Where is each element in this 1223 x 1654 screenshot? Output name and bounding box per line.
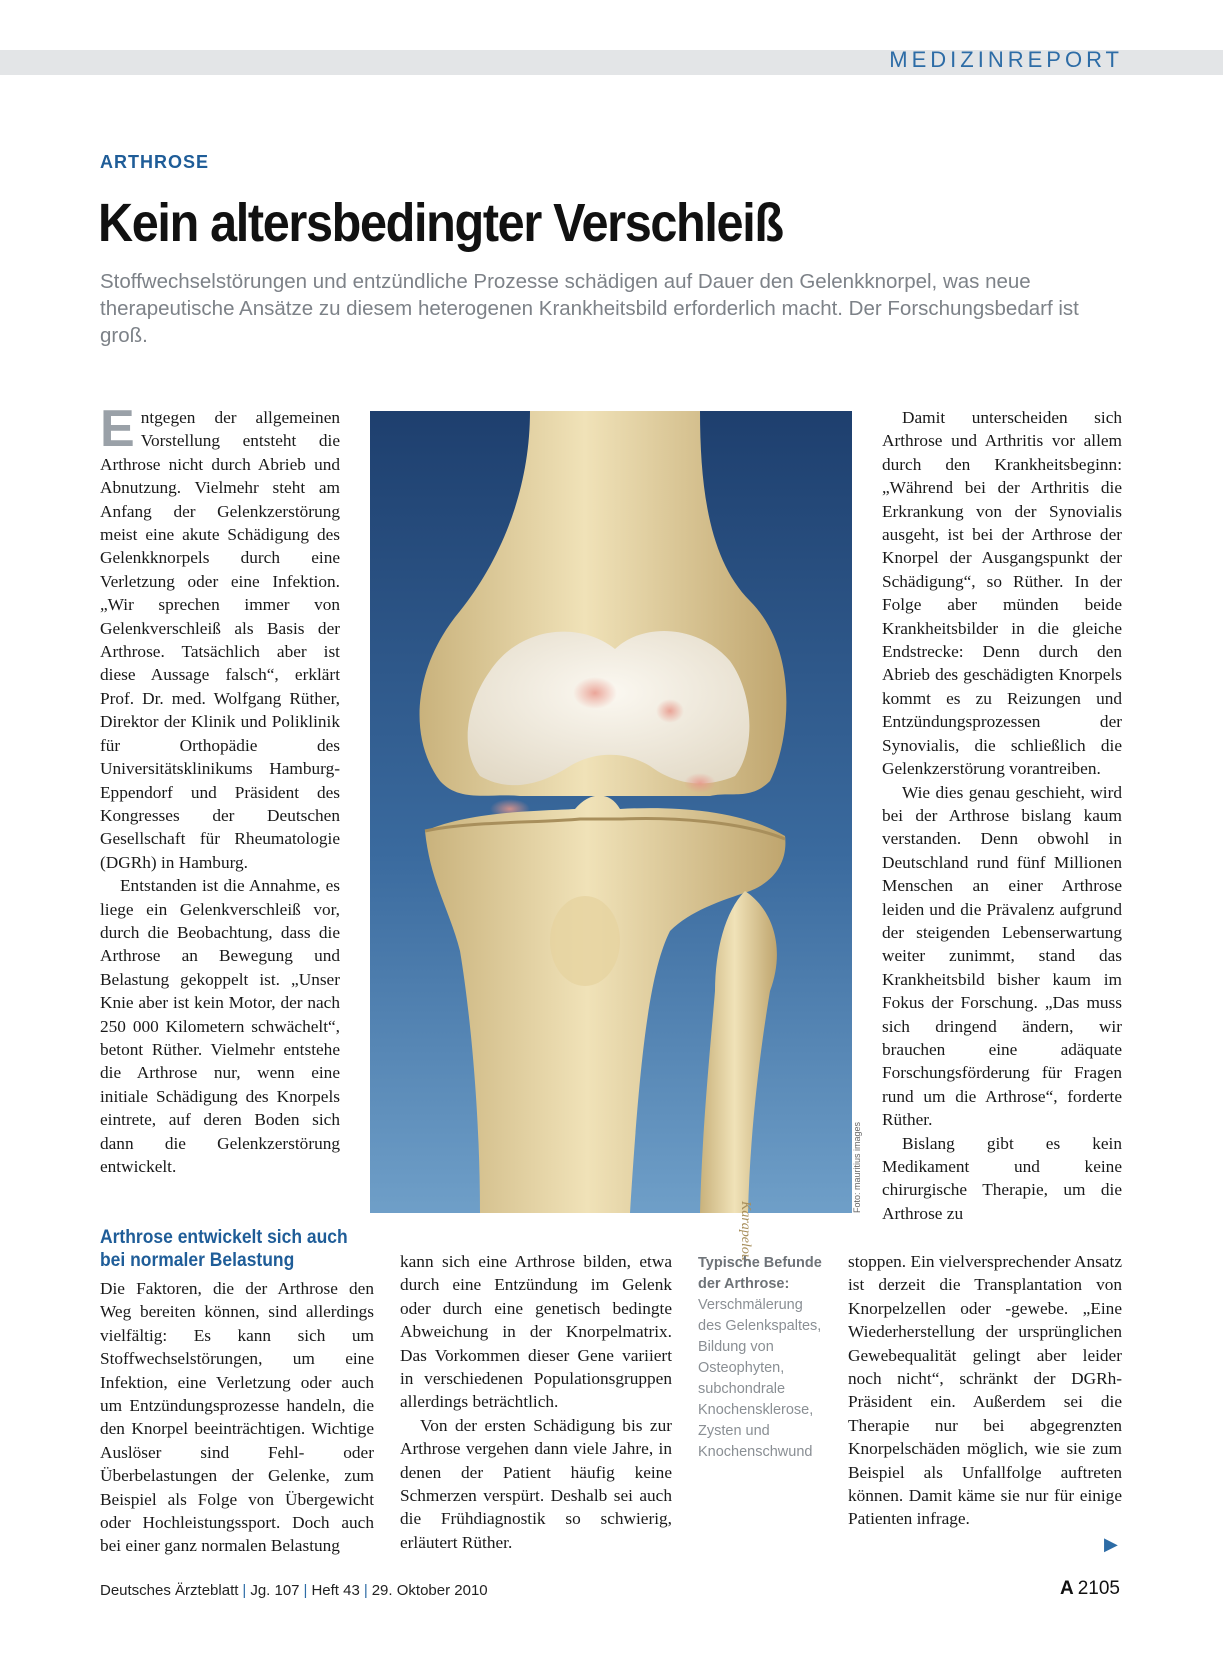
column-1: [100, 400, 340, 1178]
article-subhead: Arthrose entwickelt sich auch bei normaler Belastung: [100, 1227, 348, 1271]
section-label: MEDIZINREPORT: [889, 47, 1123, 72]
issue: Heft 43: [311, 1582, 360, 1599]
volume: Jg. 107: [250, 1582, 300, 1599]
paragraph: Bislang gibt es kein Medikament und keine chirurgische Therapie, um die Arthrose zu: [882, 1133, 1122, 1223]
page-footer: Deutsches Ärzteblatt | Jg. 107 | Heft 43 | 29. Oktober 2010: [100, 1582, 488, 1599]
column-1-lower: [100, 1277, 374, 1558]
column-3-lower: [848, 1250, 1122, 1531]
paragraph: Entgegen der allgemeinen Vorstellung entsteht die Arthrose nicht durch Abrieb und Abnutzung. Vielmehr steht am Anfang der Gelenkzerstörung meist eine akute Schädigung des Gelenkknorpels durch eine Verletzung oder eine Infektion. „Wir sprechen immer von Gelenkverschleiß als Basis der Arthrose. Tatsächlich aber ist diese Aussage falsch“, erklärt Prof. Dr. med. Wolfgang Rüther, Direktor der Klinik und Poliklinik für Orthopädie des Universitätsklinikums Hamburg-Eppendorf und Präsident des Kongresses der Deutschen Gesellschaft für Rheumatologie (DGRh) in Hamburg.: [100, 400, 340, 872]
triangle-right-icon: ▶: [1104, 1534, 1118, 1554]
artist-signature: Karapelou: [738, 1201, 753, 1261]
issue-date: 29. Oktober 2010: [371, 1582, 488, 1599]
caption-text: Verschmälerung des Gelenkspaltes, Bildung von Osteophyten, subchondrale Knochensklerose, Zysten und Knochenschwund: [698, 1297, 822, 1460]
paragraph: Von der ersten Schädigung bis zur Arthrose vergehen dann viele Jahre, in denen der Patient häufig keine Schmerzen verspürt. Deshalb sei auch die Frühdiagnostik so schwierig, erläutert Rüther.: [400, 1415, 672, 1552]
paragraph: Wie dies genau geschieht, wird bei der Arthrose bislang kaum verstanden. Denn obwohl in Deutschland rund fünf Millionen Menschen an einer Arthrose leiden und die Prävalenz aufgrund der steigenden Lebenserwartung weiter zunimmt, stand das Krankheitsbild bisher kaum im Fokus der Forschung. „Das muss sich dringend ändern, wir brauchen eine adäquate Forschungsförderung für Fragen rund um die Arthrose“, forderte Rüther.: [882, 782, 1122, 1130]
page-number: A 2105: [1059, 1578, 1120, 1599]
paragraph: Die Faktoren, die der Arthrose den Weg bereiten können, sind allerdings vielfältig: Es kann sich um Stoffwechselstörungen, um eine Infektion, eine Verletzung oder auch um Entzündungsprozesse handeln, die den Knorpel beeinträchtigen. Wichtige Auslöser sind Fehl- oder Überbelastungen der Gelenke, zum Beispiel als Folge von Übergewicht oder Hochleistungssport. Doch auch bei einer ganz normalen Belastung: [100, 1279, 374, 1556]
photo-credit: Foto: mauritius images: [852, 1121, 862, 1213]
article-lede: Stoffwechselstörungen und entzündliche Prozesse schädigen auf Dauer den Gelenkknorpel, was neue therapeutische Ansätze zu diesem heterogenen Krankheitsbild erforderlich macht. Der Forschungsbedarf ist groß.: [100, 270, 1079, 347]
paragraph: Damit unterscheiden sich Arthrose und Arthritis vor allem durch den Krankheitsbeginn: „Während bei der Arthritis die Erkrankung von der Synovialis ausgeht, ist bei der Arthrose der Knorpel der Ausgangspunkt der Schädigung“, so Rüther. In der Folge aber münden beide Krankheitsbilder in die gleiche Endstrecke: Denn durch den Abrieb des geschädigten Knorpels kommt es zu Reizungen und Entzündungsprozessen der Synovialis, die schließlich die Gelenkzerstörung vorantreiben.: [882, 408, 1122, 779]
paragraph: kann sich eine Arthrose bilden, etwa durch eine Entzündung im Gelenk oder durch eine genetisch bedingte Abweichung in der Knorpelmatrix. Das Vorkommen dieser Gene variiert in verschiedenen Populationsgruppen allerdings beträchtlich.: [400, 1252, 672, 1412]
journal-name: Deutsches Ärzteblatt: [100, 1582, 239, 1599]
article-title: Kein altersbedingter Verschleiß: [98, 193, 783, 253]
article-kicker: ARTHROSE: [100, 152, 210, 172]
caption-title: Typische Befunde der Arthrose:: [698, 1255, 822, 1292]
drop-cap: E: [100, 400, 135, 458]
paragraph: stoppen. Ein vielversprechender Ansatz ist derzeit die Transplantation von Knorpelzellen oder -gewebe. „Eine Wiederherstellung der ursprünglichen Gewebequalität gelingt aber leider noch nicht“, schränkt der DGRh-Präsident ein. Außerdem sei die Therapie nur bei abgegrenzten Knorpelschäden möglich, wie sie zum Beispiel als Unfallfolge auftreten können. Damit käme sie nur für einige Patienten infrage.: [848, 1252, 1122, 1529]
paragraph: Entstanden ist die Annahme, es liege ein Gelenkverschleiß vor, durch die Beobachtung, dass die Arthrose an Bewegung und Belastung gekoppelt ist. „Unser Knie aber ist kein Motor, der nach 250 000 Kilometern schwächelt“, betont Rüther. Vielmehr entstehe die Arthrose nur, wenn eine initiale Schädigung des Knorpels eintrete, auf deren Boden sich dann die Gelenkzerstörung entwickelt.: [100, 876, 340, 1176]
knee-joint-illustration: [370, 411, 852, 1261]
column-2: [400, 1250, 672, 1554]
figure-caption: [698, 1253, 828, 1463]
column-3: [882, 406, 1122, 1225]
